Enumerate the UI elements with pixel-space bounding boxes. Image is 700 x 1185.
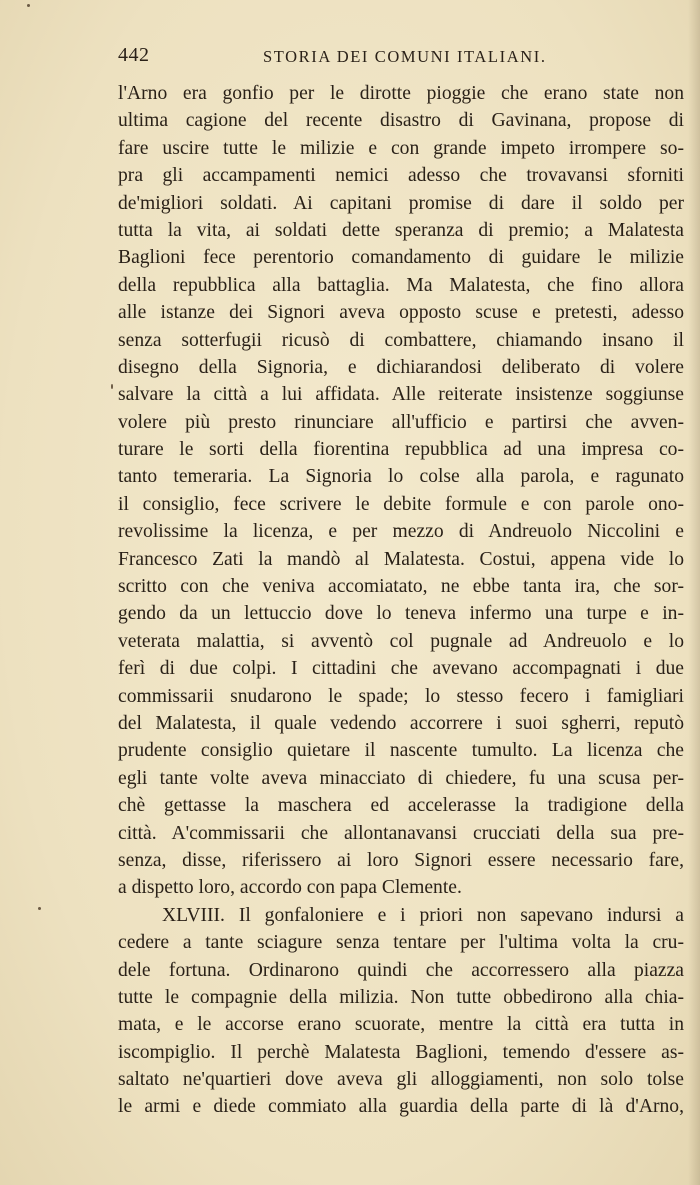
paper-speck: [111, 384, 113, 389]
text-line: fare uscire tutte le milizie e con grande impeto irrompere so-: [118, 137, 684, 159]
text-line: Baglioni fece perentorio comandamento di guidare le milizie: [118, 247, 684, 269]
text-line: del Malatesta, il quale vedendo accorrere i suoi sgherri, reputò: [118, 712, 684, 734]
text-line: turare le sorti della fiorentina repubblica ad una impresa co-: [118, 439, 684, 461]
paper-speck: [38, 907, 41, 910]
text-line: il consiglio, fece scrivere le debite formule e con parole ono-: [118, 493, 684, 515]
text-line: senza, disse, riferissero ai loro Signori essere necessario fare,: [118, 849, 684, 871]
text-line: chè gettasse la maschera ed accelerasse la tradigione della: [118, 795, 684, 817]
text-line: tutte le compagnie della milizia. Non tutte obbedirono alla chia-: [118, 986, 684, 1008]
text-line: le armi e diede commiato alla guardia della parte di là d'Arno,: [118, 1096, 684, 1118]
text-line: volere più presto rinunciare all'ufficio e partirsi che avven-: [118, 411, 684, 433]
text-line: dele fortuna. Ordinarono quindi che accorressero alla piazza: [118, 959, 684, 981]
text-line: della repubblica alla battaglia. Ma Malatesta, che fino allora: [118, 274, 684, 296]
text-line: ferì di due colpi. I cittadini che avevano accompagnati i due: [118, 658, 684, 680]
text-line: gendo da un lettuccio dove lo teneva infermo una turpe e in-: [118, 603, 684, 625]
text-line: commissarii snudarono le spade; lo stesso fecero i famigliari: [118, 685, 684, 707]
paper-speck: [27, 4, 30, 7]
text-line: prudente consiglio quietare il nascente tumulto. La licenza che: [118, 740, 684, 762]
text-line: cedere a tante sciagure senza tentare per l'ultima volta la cru-: [118, 932, 684, 954]
text-line: alle istanze dei Signori aveva opposto scuse e pretesti, adesso: [118, 302, 684, 324]
text-line: tanto temeraria. La Signoria lo colse alla parola, e ragunato: [118, 466, 684, 488]
text-line: mata, e le accorse erano scuorate, mentre la città era tutta in: [118, 1014, 684, 1036]
text-line: salvare la città a lui affidata. Alle reiterate insistenze soggiunse: [118, 384, 684, 406]
text-line: tutta la vita, ai soldati dette speranza di premio; a Malatesta: [118, 219, 684, 241]
text-line: veterata malattia, si avventò col pugnale ad Andreuolo e lo: [118, 630, 684, 652]
text-line: ultima cagione del recente disastro di Gavinana, propose di: [118, 110, 684, 132]
text-line: città. A'commissarii che allontanavansi crucciati della sua pre-: [118, 822, 684, 844]
page-edge-shadow: [688, 0, 700, 1185]
page-header: [118, 44, 684, 74]
text-line: de'migliori soldati. Ai capitani promise di dare il soldo per: [118, 192, 684, 214]
text-line: pra gli accampamenti nemici adesso che trovavansi sforniti: [118, 165, 684, 187]
text-line: Francesco Zati la mandò al Malatesta. Costui, appena vide lo: [118, 548, 684, 570]
text-line: scritto con che veniva accomiatato, ne ebbe tanta ira, che sor-: [118, 576, 684, 598]
text-line: senza sotterfugii ricusò di combattere, chiamando insano il: [118, 329, 684, 351]
paragraph-last-line: a dispetto loro, accordo con papa Clemente.: [118, 877, 462, 899]
text-line: disegno della Signoria, e dichiarandosi deliberato di volere: [118, 356, 684, 378]
running-title: STORIA DEI COMUNI ITALIANI.: [263, 47, 547, 66]
page-number: 442: [118, 44, 150, 66]
body-text: [118, 80, 684, 1121]
text-line: saltato ne'quartieri dove aveva gli alloggiamenti, non solo tolse: [118, 1069, 684, 1091]
text-line: iscompiglio. Il perchè Malatesta Baglioni, temendo d'essere as-: [118, 1041, 684, 1063]
text-line: revolissime la licenza, e per mezzo di Andreuolo Niccolini e: [118, 521, 684, 543]
text-line: egli tante volte aveva minacciato di chiedere, fu una scusa per-: [118, 767, 684, 789]
section-heading-line: XLVIII. Il gonfaloniere e i priori non sapevano indursi a: [162, 904, 684, 926]
text-line: l'Arno era gonfio per le dirotte pioggie che erano state non: [118, 83, 684, 104]
